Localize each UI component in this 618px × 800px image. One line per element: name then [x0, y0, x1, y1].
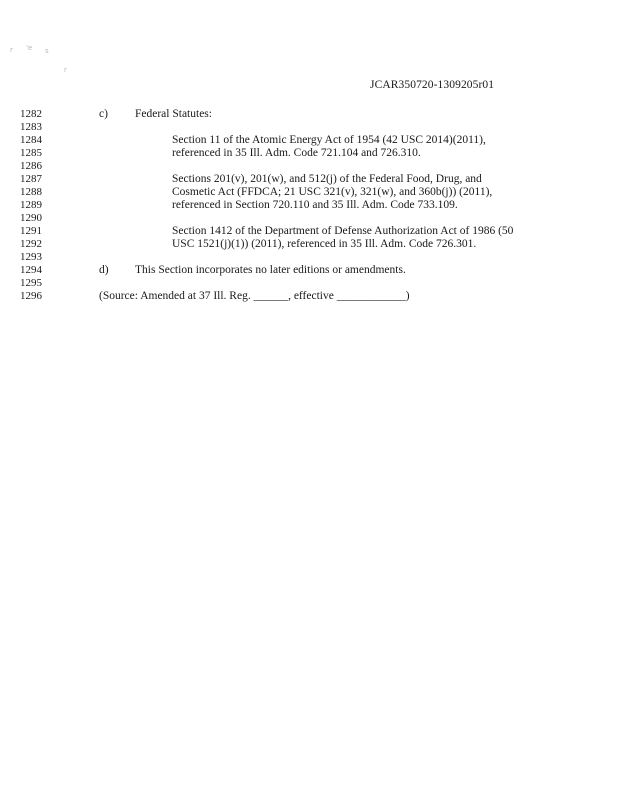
source-note: (Source: Amended at 37 Ill. Reg. ______, effective ____________): [99, 290, 410, 302]
line-number: 1291: [20, 225, 42, 237]
scan-artifact: r: [10, 46, 13, 54]
line-number: 1290: [20, 212, 42, 224]
line-number: 1292: [20, 238, 42, 250]
line-number: 1283: [20, 121, 42, 133]
statute-line: USC 1521(j)(1)) (2011), referenced in 35 Ill. Adm. Code 726.301.: [172, 238, 477, 250]
statute-line: referenced in 35 Ill. Adm. Code 721.104 and 726.310.: [172, 147, 421, 159]
line-number: 1295: [20, 277, 42, 289]
line-number: 1289: [20, 199, 42, 211]
line-number: 1293: [20, 251, 42, 263]
section-c-marker: c): [99, 108, 108, 120]
line-number: 1285: [20, 147, 42, 159]
line-number: 1288: [20, 186, 42, 198]
line-number: 1294: [20, 264, 42, 276]
section-d-text: This Section incorporates no later editions or amendments.: [135, 264, 406, 276]
statute-line: Cosmetic Act (FFDCA; 21 USC 321(v), 321(w), and 360b(j)) (2011),: [172, 186, 493, 198]
line-number: 1287: [20, 173, 42, 185]
scan-artifact: s: [45, 47, 49, 55]
line-number: 1296: [20, 290, 42, 302]
statute-line: referenced in Section 720.110 and 35 Ill. Adm. Code 733.109.: [172, 199, 458, 211]
section-c-heading: Federal Statutes:: [135, 108, 212, 120]
scan-artifact: 'e: [26, 44, 33, 52]
statute-line: Section 1412 of the Department of Defense Authorization Act of 1986 (50: [172, 225, 514, 237]
line-number: 1284: [20, 134, 42, 146]
line-number: 1282: [20, 108, 42, 120]
statute-line: Section 11 of the Atomic Energy Act of 1954 (42 USC 2014)(2011),: [172, 134, 486, 146]
document-id: JCAR350720-1309205r01: [370, 79, 495, 91]
scan-artifact: r: [64, 66, 67, 74]
section-d-marker: d): [99, 264, 109, 276]
line-number: 1286: [20, 160, 42, 172]
statute-line: Sections 201(v), 201(w), and 512(j) of the Federal Food, Drug, and: [172, 173, 482, 185]
